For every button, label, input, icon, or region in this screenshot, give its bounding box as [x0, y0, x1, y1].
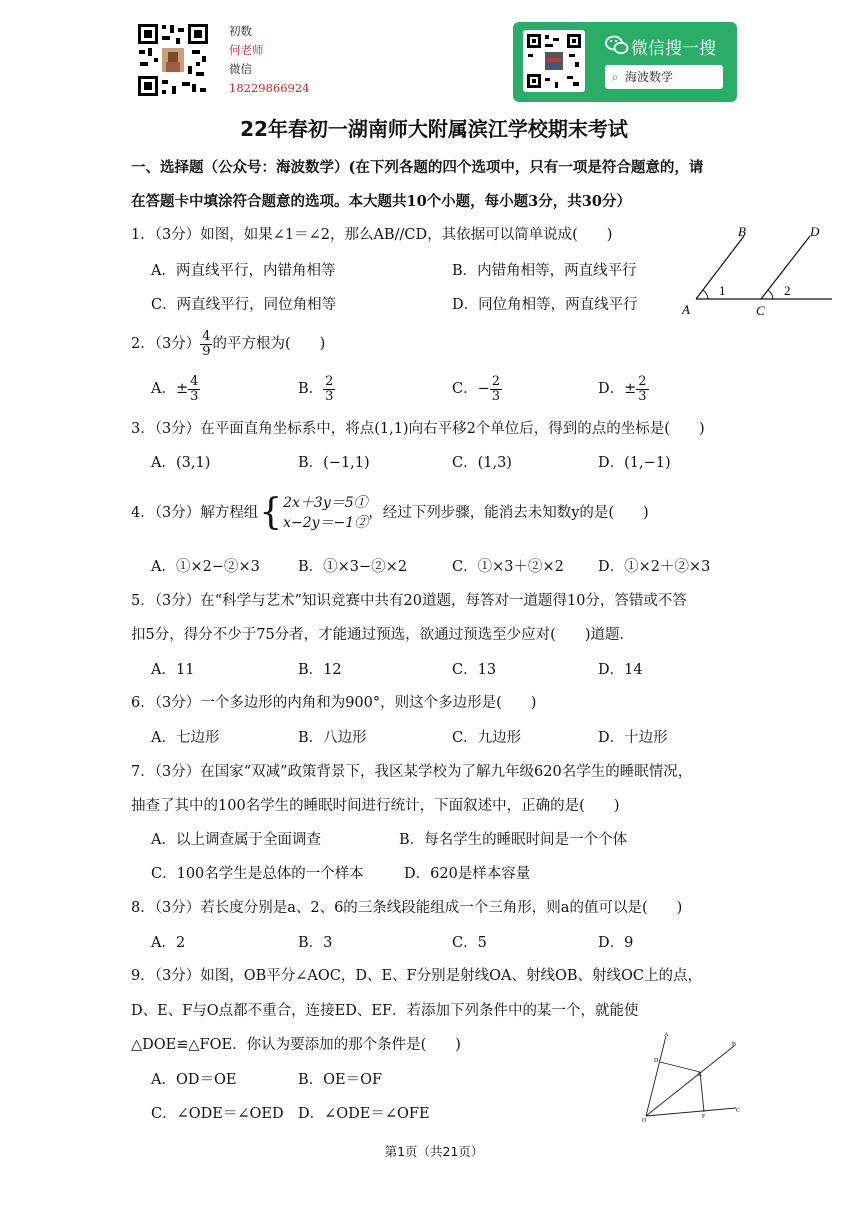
q2-option-a-frac: $\frac{4}{3}$ — [190, 373, 199, 404]
wechat-logo-icon — [605, 34, 629, 56]
fig1-label-d: D — [810, 224, 820, 239]
q2-option-d-frac: $\frac{2}{3}$ — [638, 373, 647, 404]
figure-parallel-lines — [676, 222, 836, 322]
question-4-suffix: ，经过下列步骤，能消去未知数y的是( ) — [368, 505, 649, 521]
fig1-label-2: 2 — [784, 283, 791, 298]
q2-option-b: B． — [298, 381, 324, 397]
fig9-label-e: E — [698, 1072, 702, 1078]
fig9-label-d: D — [654, 1058, 659, 1064]
contact-line-1: 初数 — [229, 24, 252, 38]
q4-equation-system — [283, 493, 368, 533]
question-5-line1: 5．（3分）在“科学与艺术”知识竞赛中共有20道题，每答对一道题得10分，答错或不答 — [131, 593, 687, 609]
q4-brace: { — [259, 492, 283, 533]
question-3-stem: 3．（3分）在平面直角坐标系中，将点(1,1)向右平移2个单位后，得到的点的坐标是( ) — [131, 421, 705, 437]
q9-option-d: D．∠ODE＝∠OFE — [298, 1106, 430, 1122]
q7-option-a: A．以上调查属于全面调查 — [151, 832, 321, 848]
question-7-line1: 7．（3分）在国家“双减”政策背景下，我区某学校为了解九年级620名学生的睡眠情况， — [131, 764, 693, 780]
fig9-label-a: A — [664, 1032, 669, 1038]
fig1-label-1: 1 — [719, 283, 726, 298]
q2-option-c-frac: $\frac{2}{3}$ — [491, 373, 501, 404]
page-title: 22年春初一湖南师大附属滨江学校期末考试 — [240, 117, 628, 141]
fig9-label-f: F — [702, 1114, 706, 1120]
q2-option-c: C．− — [452, 381, 490, 397]
q4-option-d: D．①×2＋②×3 — [598, 559, 711, 575]
q2-option-a: A．± — [151, 381, 189, 397]
q6-option-c: C．九边形 — [452, 730, 522, 746]
q5-option-c: C．13 — [452, 662, 497, 678]
q2-option-d: D．± — [598, 381, 637, 397]
question-2-prefix: 2．（3分） — [131, 336, 201, 352]
q7-option-b: B．每名学生的睡眠时间是一个个体 — [399, 832, 628, 848]
question-5-line2: 扣5分，得分不少于75分者，才能通过预选，欲通过预选至少应对( )道题． — [131, 627, 634, 643]
question-1-stem: 1．（3分）如图，如果∠1＝∠2，那么AB//CD，其依据可以简单说成( ) — [131, 227, 613, 243]
q5-option-a: A．11 — [151, 662, 195, 678]
q1-option-d: D．同位角相等，两直线平行 — [452, 297, 638, 313]
section-heading-line2: 在答题卡中填涂符合题意的选项。本大题共10个小题，每小题3分，共30分） — [131, 193, 631, 210]
q8-option-a: A．2 — [151, 935, 186, 951]
fig1-label-c: C — [756, 303, 765, 318]
question-2-suffix: 的平方根为( ) — [212, 336, 326, 352]
q3-option-a: A．(3,1) — [151, 455, 211, 471]
question-8-stem: 8．（3分）若长度分别是a、2、6的三条线段能组成一个三角形，则a的值可以是( ) — [131, 900, 683, 916]
question-6-stem: 6．（3分）一个多边形的内角和为900°，则这个多边形是( ) — [131, 695, 537, 711]
question-9-line3: △DOE≌△FOE．你认为要添加的那个条件是( ) — [131, 1037, 461, 1053]
wechat-search-title: 微信搜一搜 — [631, 39, 716, 59]
fig9-label-c: C — [736, 1108, 741, 1114]
fig1-label-b: B — [738, 224, 746, 239]
q8-option-d: D．9 — [598, 935, 634, 951]
figure-angle-bisector — [636, 1028, 748, 1124]
wechat-search-badge — [513, 22, 737, 102]
search-icon: ⌕ — [611, 70, 619, 84]
q6-option-a: A．七边形 — [151, 730, 220, 746]
fig1-label-a: A — [682, 302, 690, 317]
q7-option-d: D．620是样本容量 — [404, 866, 531, 882]
q6-option-b: B．八边形 — [298, 730, 367, 746]
q2-fraction: $\frac{4}{9}$ — [202, 328, 211, 359]
contact-line-2: 何老师 — [229, 43, 264, 57]
qr-code-right — [523, 30, 585, 92]
question-9-line2: D、E、F与O点都不重合，连接ED、EF．若添加下列条件中的某一个，就能使 — [131, 1003, 639, 1019]
q1-option-c: C．两直线平行，同位角相等 — [151, 297, 337, 313]
contact-line-3: 微信 — [229, 62, 252, 76]
q9-option-c: C．∠ODE＝∠OED — [151, 1106, 284, 1122]
q5-option-b: B．12 — [298, 662, 342, 678]
question-4-prefix: 4．（3分）解方程组 — [131, 505, 259, 521]
q8-option-c: C．5 — [452, 935, 487, 951]
q1-option-a: A．两直线平行，内错角相等 — [151, 263, 336, 279]
q6-option-d: D．十边形 — [598, 730, 668, 746]
q7-option-c: C．100名学生是总体的一个样本 — [151, 866, 364, 882]
question-9-line1: 9．（3分）如图，OB平分∠AOC，D、E、F分别是射线OA、射线OB、射线OC上的点， — [131, 968, 702, 984]
q4-option-a: A．①×2−②×3 — [151, 559, 260, 575]
section-heading-line1: 一、选择题（公众号：海波数学）(在下列各题的四个选项中，只有一项是符合题意的，请 — [131, 159, 704, 176]
q5-option-d: D．14 — [598, 662, 643, 678]
q4-equation-1: 2x＋3y＝5① — [283, 495, 368, 511]
contact-phone: 18229866924 — [229, 81, 310, 95]
question-7-line2: 抽查了其中的100名学生的睡眠时间进行统计，下面叙述中，正确的是( ) — [131, 798, 620, 814]
q4-option-c: C．①×3＋②×2 — [452, 559, 564, 575]
wechat-search-field — [605, 65, 723, 89]
q8-option-b: B．3 — [298, 935, 333, 951]
q9-option-b: B．OE＝OF — [298, 1072, 383, 1088]
q3-option-c: C．(1,3) — [452, 455, 512, 471]
q3-option-b: B．(−1,1) — [298, 455, 370, 471]
fig9-label-b: B — [732, 1042, 737, 1048]
q4-option-b: B．①×3−②×2 — [298, 559, 408, 575]
q2-option-b-frac: $\frac{2}{3}$ — [325, 373, 334, 404]
qr-code-left — [136, 22, 210, 98]
q9-option-a: A．OD＝OE — [151, 1072, 237, 1088]
page-footer: 第1页（共21页） — [384, 1144, 484, 1159]
q1-option-b: B．内错角相等，两直线平行 — [452, 263, 637, 279]
fig9-label-o: O — [642, 1118, 647, 1124]
q4-equation-2: x−2y＝−1② — [283, 515, 369, 531]
wechat-search-text: 海波数学 — [625, 70, 674, 84]
q3-option-d: D．(1,−1) — [598, 455, 671, 471]
